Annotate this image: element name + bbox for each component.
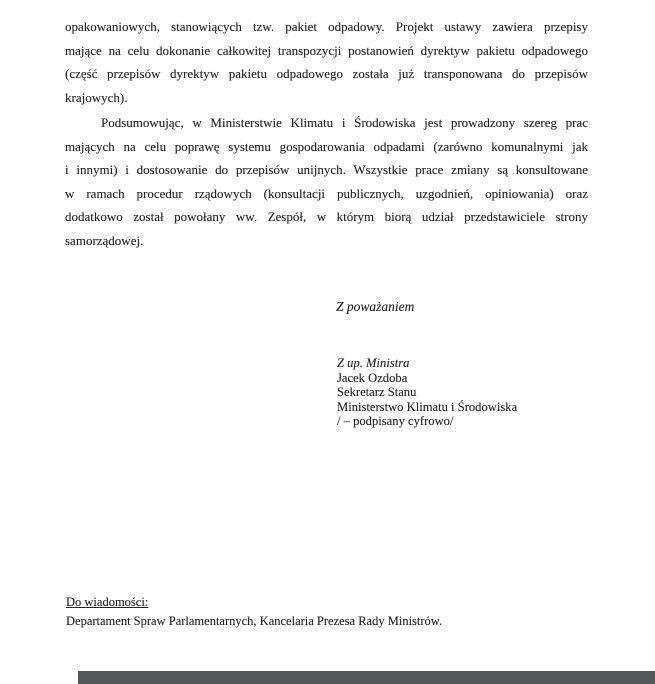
closing-phrase: Z poważaniem	[336, 299, 415, 314]
text-line: w ramach procedur rządowych (konsultacji publicznych, uzgodnień, opiniowania) oraz	[65, 185, 588, 201]
text-line: mające na celu dokonanie całkowitej transpozycji postanowień dyrektyw pakietu odpadowego	[65, 42, 588, 58]
text-line: samorządowej.	[65, 232, 144, 248]
text-line: dodatkowo został powołany ww. Zespół, w którym biorą udział przedstawiciele strony	[65, 209, 588, 225]
signature-on-behalf: Z up. Ministra	[337, 356, 410, 370]
cc-block	[66, 595, 442, 630]
text-line: (część przepisów dyrektyw pakietu odpadowego została już transponowana do przepisów	[65, 66, 588, 82]
signature-title: Sekretarz Stanu	[337, 385, 417, 400]
paragraph-waste-package	[65, 15, 588, 109]
signature-digital-note: / – podpisany cyfrowo/	[337, 414, 454, 429]
cc-label: Do wiadomości:	[66, 595, 149, 609]
text-line: opakowaniowych, stanowiących tzw. pakiet odpadowy. Projekt ustawy zawiera przepisy	[65, 19, 588, 34]
text-line: mających na celu poprawę systemu gospodarowania odpadami (zarówno komunalnymi jak	[65, 138, 588, 154]
text-line: Podsumowując, w Ministerstwie Klimatu i Środowiska jest prowadzony szereg prac	[101, 115, 588, 130]
viewer-bottom-bar	[78, 671, 655, 684]
signature-organization: Ministerstwo Klimatu i Środowiska	[337, 399, 518, 414]
text-line: i innymi) i dostosowanie do przepisów unijnych. Wszystkie prace zmiany są konsultowane	[65, 162, 588, 178]
text-line: krajowych).	[65, 89, 128, 105]
cc-recipients: Departament Spraw Parlamentarnych, Kancelaria Prezesa Rady Ministrów.	[66, 614, 443, 628]
signature-name: Jacek Ozdoba	[337, 370, 408, 385]
signature-block	[337, 356, 517, 429]
paragraph-summary	[65, 111, 588, 253]
